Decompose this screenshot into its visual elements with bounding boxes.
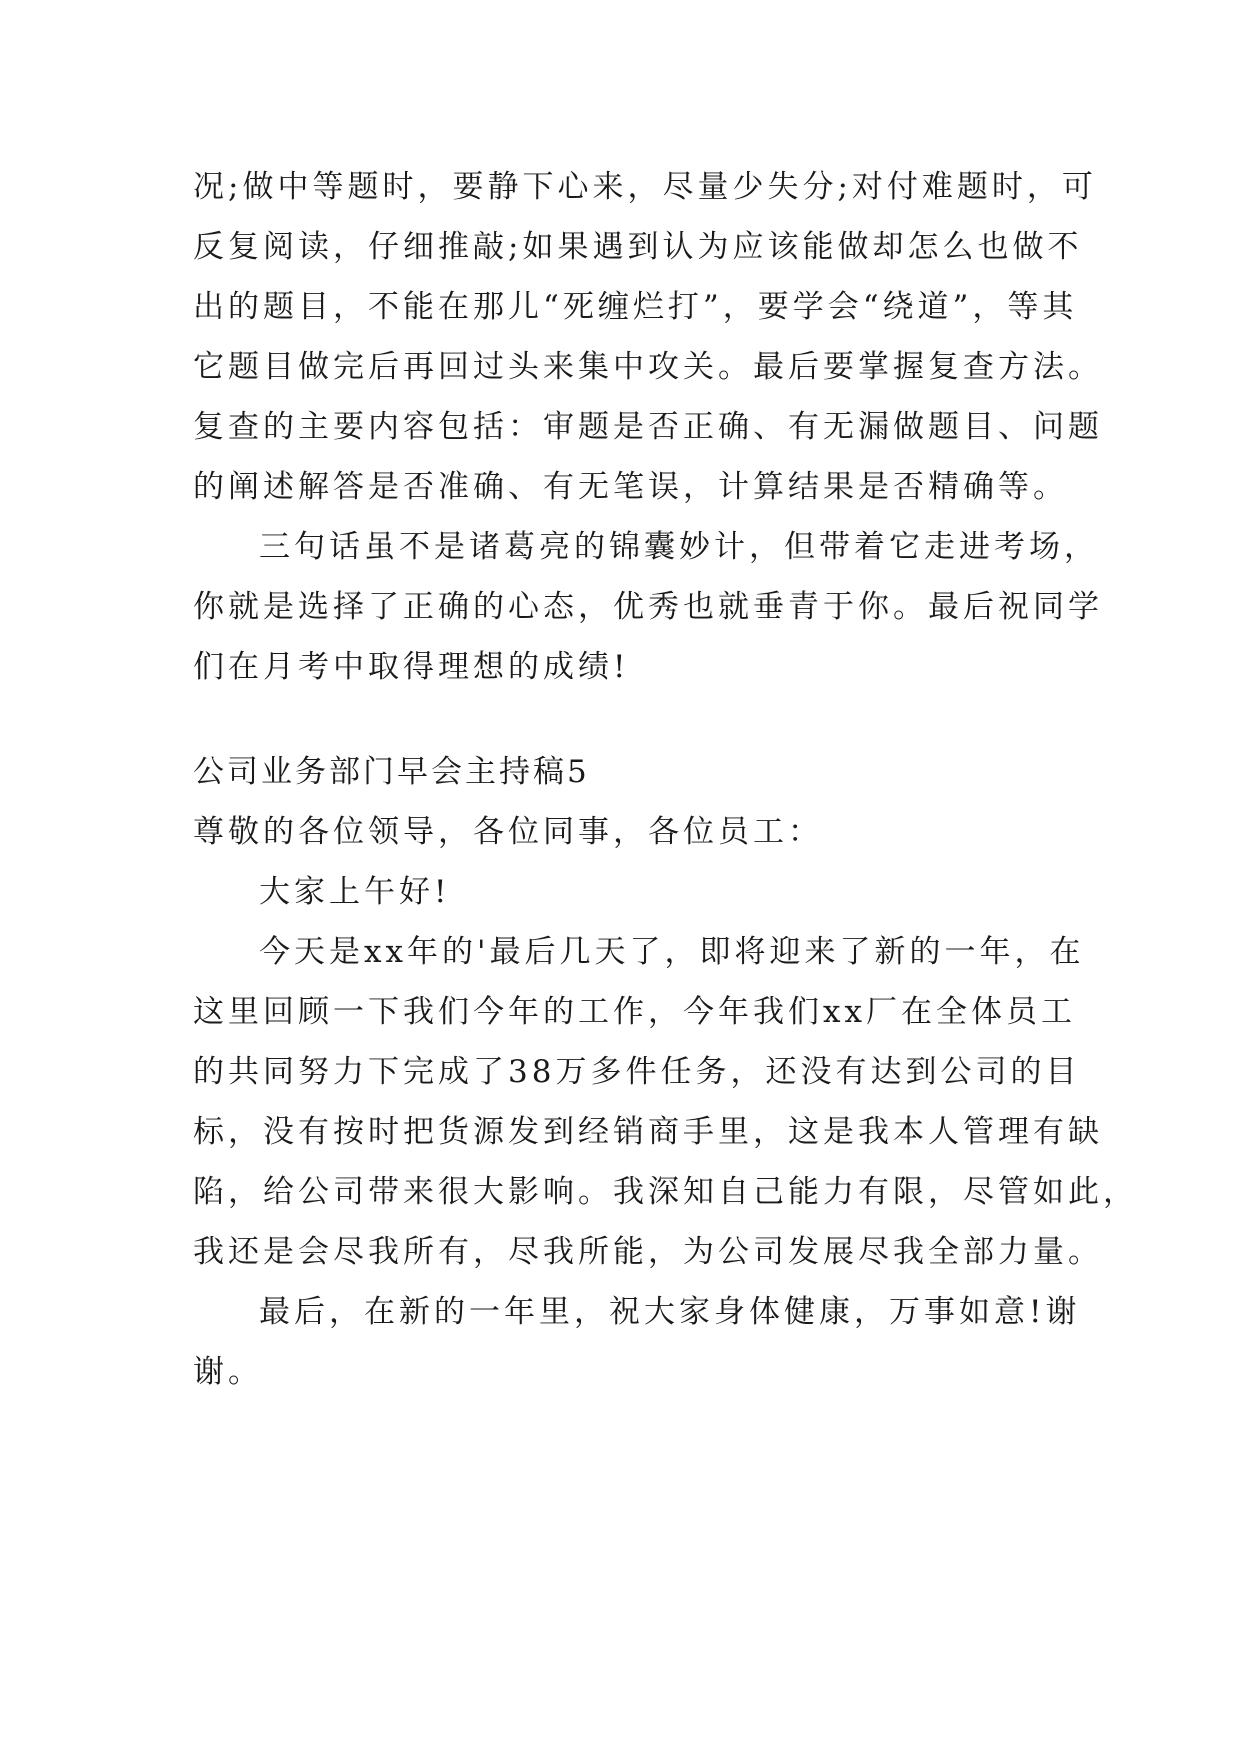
- closing-paragraph: [193, 1282, 1081, 1402]
- prev-section-closing-paragraph: [193, 517, 1103, 697]
- text-line: 的共同努力下完成了38万多件任务，还没有达到公司的目: [193, 1054, 1081, 1090]
- greeting: 大家上午好!: [259, 874, 451, 910]
- prev-section-paragraph: [193, 157, 1103, 517]
- text-line: 我还是会尽我所有，尽我所能，为公司发展尽我全部力量。: [193, 1234, 1103, 1270]
- text-line: 反复阅读，仔细推敲;如果遇到认为应该能做却怎么也做不: [193, 229, 1083, 265]
- body-paragraph: [193, 922, 1138, 1282]
- section-gap: [193, 697, 1063, 742]
- text-line: 三句话虽不是诸葛亮的锦囊妙计，但带着它走进考场，: [259, 529, 1099, 565]
- text-line: 标，没有按时把货源发到经销商手里，这是我本人管理有缺: [193, 1114, 1103, 1150]
- text-line: 你就是选择了正确的心态，优秀也就垂青于你。最后祝同学: [193, 589, 1103, 625]
- salutation: 尊敬的各位领导，各位同事，各位员工：: [193, 814, 823, 850]
- text-line: 的阐述解答是否准确、有无笔误，计算结果是否精确等。: [193, 469, 1068, 505]
- section-title: 公司业务部门早会主持稿5: [193, 754, 590, 790]
- text-line: 们在月考中取得理想的成绩!: [193, 649, 630, 685]
- text-line: 况;做中等题时，要静下心来，尽量少失分;对付难题时，可: [193, 169, 1097, 205]
- text-line: 陷，给公司带来很大影响。我深知自己能力有限，尽管如此，: [193, 1174, 1138, 1210]
- document-content: [193, 157, 1138, 1402]
- text-line: 出的题目，不能在那儿“死缠烂打”，要学会“绕道”，等其: [193, 289, 1078, 325]
- text-line: 今天是xx年的'最后几天了，即将迎来了新的一年，在: [259, 934, 1085, 970]
- text-line: 复查的主要内容包括：审题是否正确、有无漏做题目、问题: [193, 409, 1103, 445]
- text-line: 这里回顾一下我们今年的工作，今年我们xx厂在全体员工: [193, 994, 1076, 1030]
- text-line: 最后，在新的一年里，祝大家身体健康，万事如意!谢: [259, 1294, 1081, 1330]
- text-line: 它题目做完后再回过头来集中攻关。最后要掌握复查方法。: [193, 349, 1103, 385]
- text-line: 谢。: [193, 1354, 263, 1390]
